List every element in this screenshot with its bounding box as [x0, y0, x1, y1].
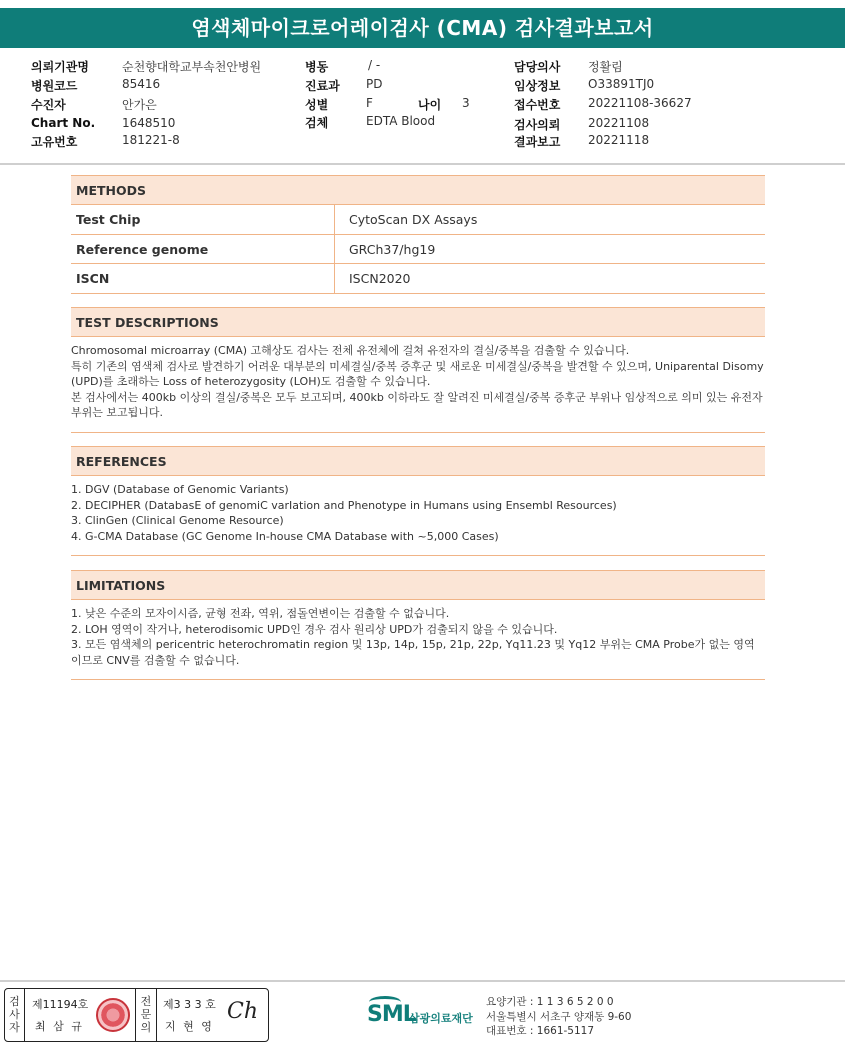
clinical-info: O33891TJ0: [588, 77, 655, 91]
test-descriptions-body: [71, 337, 765, 421]
age: 3: [462, 96, 470, 110]
description-line: Chromosomal microarray (CMA) 고해상도 검사는 전체 유전체에 걸쳐 유전자의 결실/중복을 검출할 수 있습니다.: [71, 344, 630, 357]
specimen: EDTA Blood: [366, 114, 436, 128]
info-label: 진료과: [305, 79, 340, 93]
reference-item: 2. DECIPHER (DatabasE of genomiC varIation and Phenotype in Humans using Ensembl Resources): [71, 498, 617, 512]
divider: [0, 163, 845, 165]
specialist-license: 제3 3 3 호: [163, 998, 216, 1011]
info-label: 검사의뢰: [514, 118, 561, 132]
examiner-license: 제11194호: [32, 998, 89, 1011]
examiner-name: 최 삼 규: [35, 1020, 84, 1033]
footer: [0, 980, 845, 1051]
specialist-label: 전 문 의: [135, 989, 157, 1041]
report-title: 염색체마이크로어레이검사 (CMA) 검사결과보고서: [0, 8, 845, 48]
info-label: Chart No.: [31, 116, 96, 130]
department: PD: [366, 77, 383, 91]
info-label: 결과보고: [514, 135, 561, 149]
limitations-heading: LIMITATIONS: [71, 570, 765, 600]
info-label: 나이: [418, 98, 442, 112]
limitation-item: 2. LOH 영역이 작거나, heterodisomic UPD인 경우 검사 원리상 UPD가 검출되지 않을 수 있습니다.: [71, 622, 558, 636]
methods-key: Test Chip: [71, 205, 335, 234]
references-section: [71, 446, 765, 556]
patient-info: [0, 56, 845, 156]
hospital-code: 85416: [122, 77, 161, 91]
divider: [0, 980, 845, 982]
references-list: [71, 476, 765, 544]
org-name: 삼광의료재단: [409, 1012, 473, 1025]
signature-icon: Ch: [227, 999, 259, 1024]
patient-name: 안가은: [122, 98, 157, 112]
methods-section: [71, 175, 765, 294]
info-label: 고유번호: [31, 135, 78, 149]
info-label: 의뢰기관명: [31, 60, 89, 74]
methods-row: [71, 205, 765, 235]
methods-value: ISCN2020: [349, 271, 411, 286]
description-line: 특히 기존의 염색체 검사로 발견하기 어려운 대부분의 미세결실/중복 증후군 및 새로운 미세결실/중복을 발견할 수 있으며, Uniparental Disomy (UPD)를 초래하는 Loss of heterozygosity (LOH)도 검출할 수 있습니다.: [71, 359, 764, 388]
seal-stamp-icon: [96, 998, 130, 1032]
reference-item: 3. ClinGen (Clinical Genome Resource): [71, 514, 284, 527]
address-line: 요양기관 : 1 1 3 6 5 2 0 0: [486, 996, 614, 1008]
org-address: [486, 995, 631, 1039]
doctor: 정활림: [588, 60, 623, 74]
ward: / -: [368, 58, 381, 72]
info-label: 접수번호: [514, 98, 561, 112]
info-label: 검체: [305, 116, 329, 130]
info-label: 병동: [305, 60, 329, 74]
address-line: 대표번호 : 1661-5117: [486, 1025, 595, 1037]
logo-mark: SML: [367, 1002, 416, 1027]
limitation-item: 1. 낮은 수준의 모자이시즘, 균형 전좌, 역위, 점돌연변이는 검출할 수 없습니다.: [71, 607, 450, 620]
test-descriptions-section: [71, 307, 765, 433]
reference-item: 4. G-CMA Database (GC Genome In-house CMA Database with ~5,000 Cases): [71, 529, 499, 543]
description-line: 본 검사에서는 400kb 이상의 결실/중복은 모두 보고되며, 400kb 이하라도 잘 알려진 미세결실/중복 증후군 부위나 임상적으로 의미 있는 유전자 부위는 보고됩니다.: [71, 390, 763, 419]
specialist-name: 지 현 영: [165, 1020, 214, 1033]
references-heading: REFERENCES: [71, 446, 765, 476]
hospital-name: 순천향대학교부속천안병원: [122, 60, 262, 74]
info-label: 임상정보: [514, 79, 561, 93]
sex: F: [366, 96, 373, 110]
methods-row: [71, 264, 765, 294]
sml-logo: [365, 998, 485, 1038]
info-label: 담당의사: [514, 60, 561, 74]
signature-box: [4, 988, 269, 1042]
request-date: 20221108: [588, 116, 650, 130]
unique-no: 181221-8: [122, 133, 180, 147]
limitations-list: [71, 600, 765, 668]
methods-row: [71, 235, 765, 265]
info-label: 수진자: [31, 98, 66, 112]
receipt-no: 20221108-36627: [588, 96, 692, 110]
report-date: 20221118: [588, 133, 650, 147]
methods-heading: METHODS: [71, 175, 765, 205]
methods-key: Reference genome: [71, 235, 335, 264]
methods-value: CytoScan DX Assays: [349, 212, 478, 227]
info-label: 성별: [305, 98, 329, 112]
reference-item: 1. DGV (Database of Genomic Variants): [71, 483, 289, 496]
limitation-item: 3. 모든 염색체의 pericentric heterochromatin region 및 13p, 14p, 15p, 21p, 22p, Yq11.23 및 Yq12 부위는 CMA Probe가 없는 영역이므로 CNV를 검출할 수 없습니다.: [71, 638, 755, 667]
examiner-label: 검 사 자: [5, 989, 25, 1041]
address-line: 서울특별시 서초구 양재동 9-60: [486, 1010, 632, 1023]
methods-value: GRCh37/hg19: [349, 241, 436, 257]
limitations-section: [71, 570, 765, 680]
info-label: 병원코드: [31, 79, 78, 93]
test-descriptions-heading: TEST DESCRIPTIONS: [71, 307, 765, 337]
chart-no: 1648510: [122, 116, 176, 130]
methods-key: ISCN: [71, 264, 335, 293]
